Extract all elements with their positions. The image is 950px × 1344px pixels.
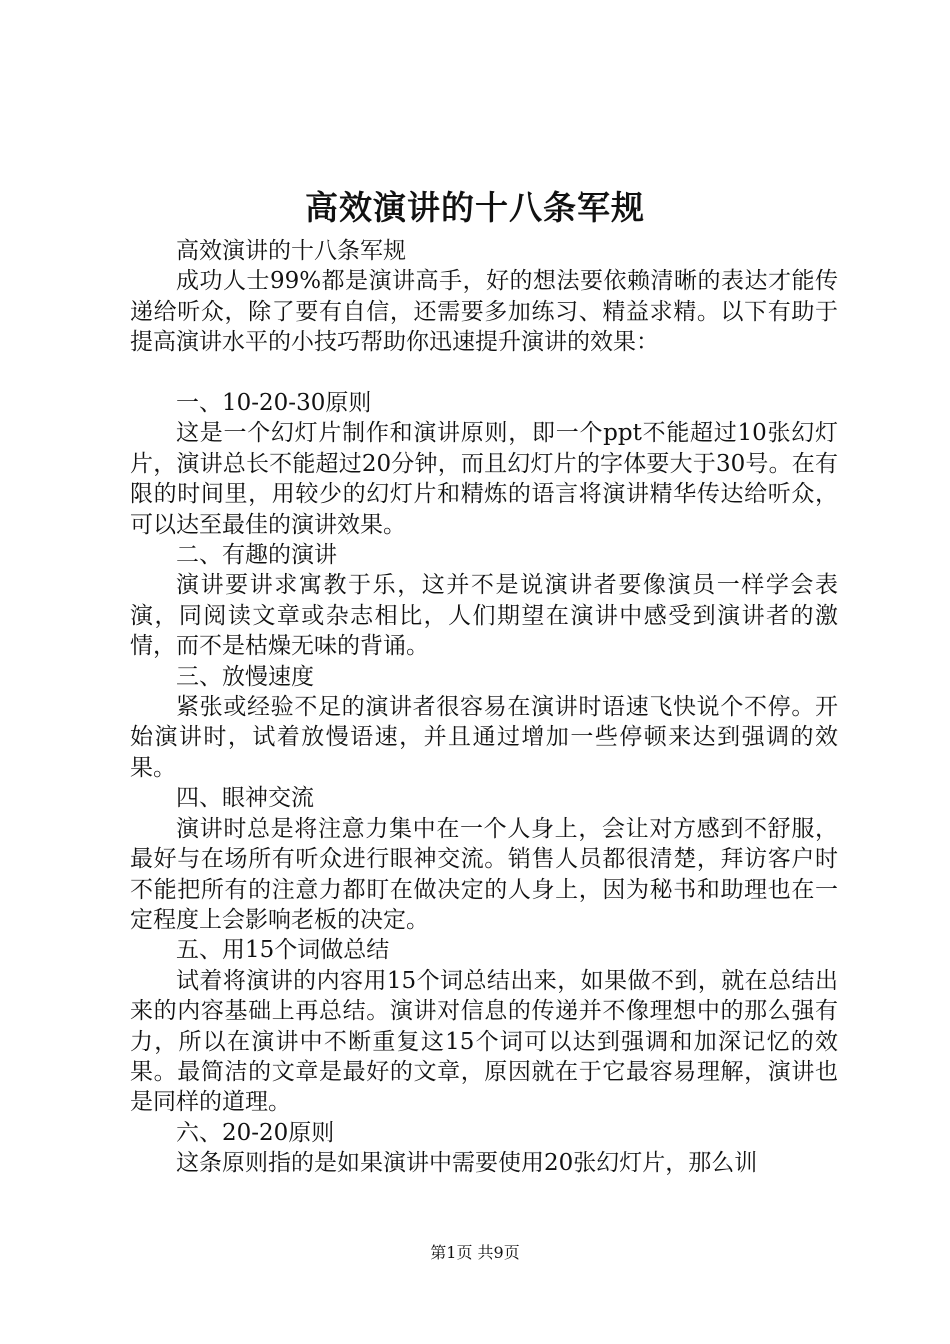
section-heading-2: 二、有趣的演讲	[176, 542, 337, 569]
paragraph-section-3: 紧张或经验不足的演讲者很容易在演讲时语速飞快说个不停。开始演讲时，试着放慢语速，并且通过增加一些停顿来达到强调的效果。	[130, 694, 838, 781]
paragraph-section-1: 这是一个幻灯片制作和演讲原则，即一个ppt不能超过10张幻灯片，演讲总长不能超过20分钟，而且幻灯片的字体要大于30号。在有限的时间里，用较少的幻灯片和精炼的语言将演讲精华传达给听众，可以达至最佳的演讲效果。	[130, 420, 838, 538]
paragraph-subtitle: 高效演讲的十八条军规	[176, 238, 406, 264]
section-heading-6: 六、20-20原则	[176, 1119, 335, 1146]
page-number: 第1页 共9页	[430, 1243, 520, 1262]
section-heading-3: 三、放慢速度	[176, 663, 314, 690]
document-body	[130, 236, 838, 1179]
section-heading-5: 五、用15个词做总结	[176, 937, 390, 964]
paragraph-section-2: 演讲要讲求寓教于乐，这并不是说演讲者要像演员一样学会表演，同阅读文章或杂志相比，人们期望在演讲中感受到演讲者的激情，而不是枯燥无味的背诵。	[130, 572, 838, 660]
paragraph-intro: 成功人士99%都是演讲高手，好的想法要依赖清晰的表达才能传递给听众，除了要有自信，还需要多加练习、精益求精。以下有助于提高演讲水平的小技巧帮助你迅速提升演讲的效果：	[130, 268, 838, 356]
paragraph-section-6: 这条原则指的是如果演讲中需要使用20张幻灯片，那么训	[176, 1150, 758, 1177]
section-heading-1: 一、10-20-30原则	[176, 390, 372, 417]
document-title: 高效演讲的十八条军规	[305, 188, 645, 227]
paragraph-section-4: 演讲时总是将注意力集中在一个人身上，会让对方感到不舒服，最好与在场所有听众进行眼神交流。销售人员都很清楚，拜访客户时不能把所有的注意力都盯在做决定的人身上，因为秘书和助理也在一定程度上会影响老板的决定。	[130, 815, 838, 933]
section-heading-4: 四、眼神交流	[176, 785, 314, 812]
paragraph-section-5: 试着将演讲的内容用15个词总结出来，如果做不到，就在总结出来的内容基础上再总结。演讲对信息的传递并不像理想中的那么强有力，所以在演讲中不断重复这15个词可以达到强调和加深记忆的效果。最简洁的文章是最好的文章，原因就在于它最容易理解，演讲也是同样的道理。	[130, 967, 838, 1116]
